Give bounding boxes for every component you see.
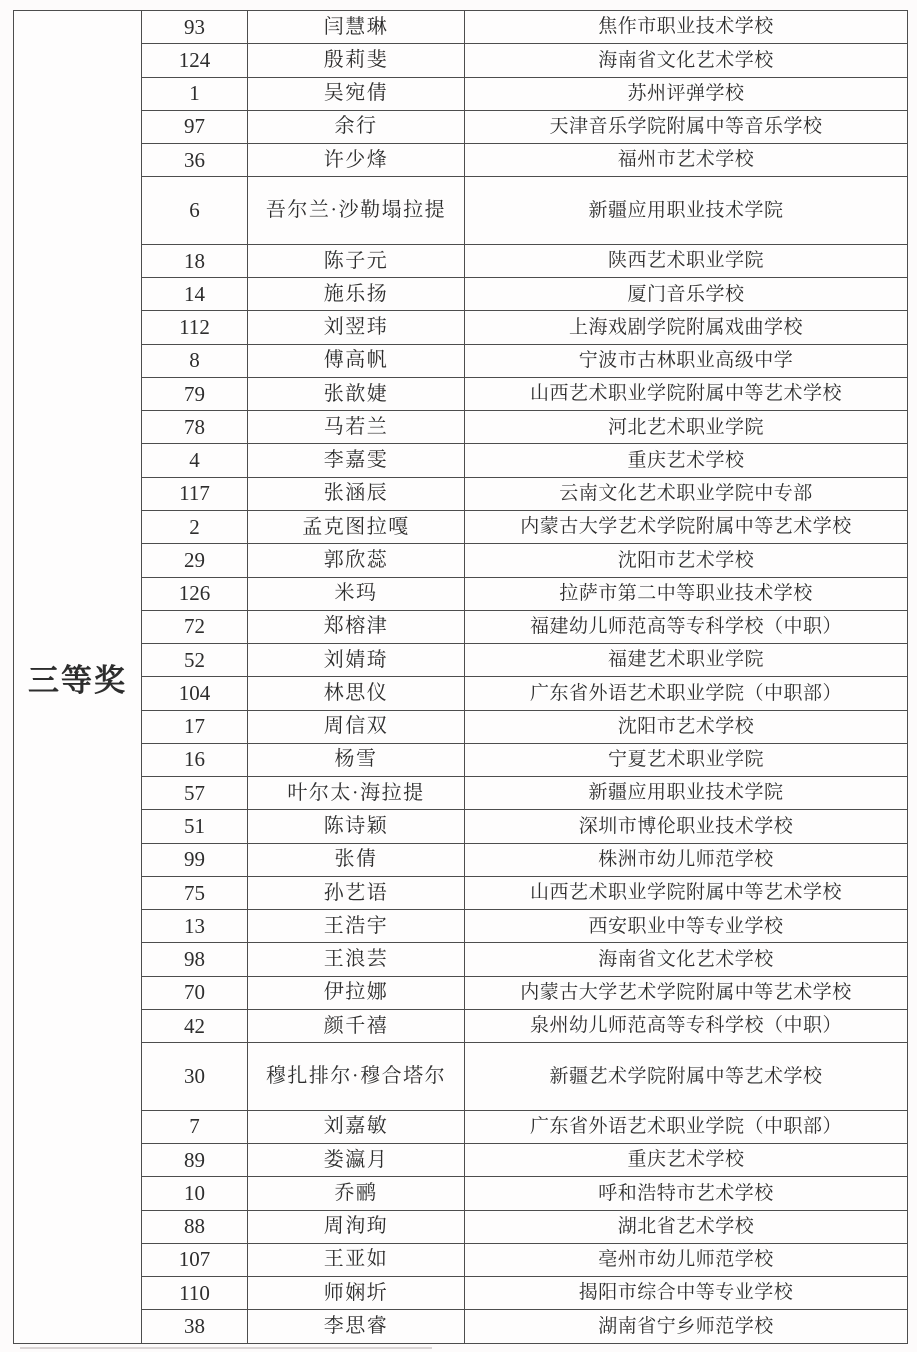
award-row: [14, 44, 908, 77]
contestant-name-cell: 施乐扬: [248, 278, 465, 311]
school-name-cell: 山西艺术职业学院附属中等艺术学校: [465, 876, 908, 909]
contestant-name-cell: 叶尔太·海拉提: [248, 777, 465, 810]
entry-number-cell: 98: [142, 943, 248, 976]
award-row: [14, 1009, 908, 1042]
entry-number-cell: 70: [142, 976, 248, 1009]
contestant-name-cell: 张歆婕: [248, 377, 465, 410]
contestant-name-cell: 师娴圻: [248, 1277, 465, 1310]
school-name-cell: 陕西艺术职业学院: [465, 244, 908, 277]
entry-number-cell: 29: [142, 544, 248, 577]
entry-number-cell: 75: [142, 876, 248, 909]
award-row: [14, 11, 908, 44]
award-row: [14, 1177, 908, 1210]
entry-number-cell: 107: [142, 1243, 248, 1276]
contestant-name-cell: 娄瀛月: [248, 1144, 465, 1177]
contestant-name-cell: 殷莉斐: [248, 44, 465, 77]
entry-number-cell: 18: [142, 244, 248, 277]
school-name-cell: 西安职业中等专业学校: [465, 910, 908, 943]
award-row: [14, 610, 908, 643]
contestant-name-cell: 陈诗颖: [248, 810, 465, 843]
contestant-name-cell: 周信双: [248, 710, 465, 743]
school-name-cell: 揭阳市综合中等专业学校: [465, 1277, 908, 1310]
contestant-name-cell: 孟克图拉嘎: [248, 511, 465, 544]
entry-number-cell: 97: [142, 110, 248, 143]
entry-number-cell: 6: [142, 177, 248, 245]
entry-number-cell: 7: [142, 1110, 248, 1143]
entry-number-cell: 52: [142, 644, 248, 677]
school-name-cell: 焦作市职业技术学校: [465, 11, 908, 44]
contestant-name-cell: 穆扎排尔·穆合塔尔: [248, 1043, 465, 1111]
school-name-cell: 福州市艺术学校: [465, 144, 908, 177]
award-row: [14, 843, 908, 876]
award-row: [14, 1144, 908, 1177]
award-row: [14, 910, 908, 943]
school-name-cell: 福建幼儿师范高等专科学校（中职）: [465, 610, 908, 643]
award-row: [14, 544, 908, 577]
entry-number-cell: 110: [142, 1277, 248, 1310]
third-prize-award-table: [13, 10, 908, 1344]
award-row: [14, 377, 908, 410]
award-row: [14, 511, 908, 544]
page-bottom-divider: [20, 1347, 432, 1349]
school-name-cell: 内蒙古大学艺术学院附属中等艺术学校: [465, 511, 908, 544]
school-name-cell: 沈阳市艺术学校: [465, 710, 908, 743]
contestant-name-cell: 孙艺语: [248, 876, 465, 909]
entry-number-cell: 42: [142, 1009, 248, 1042]
contestant-name-cell: 李思睿: [248, 1310, 465, 1344]
school-name-cell: 湖南省宁乡师范学校: [465, 1310, 908, 1344]
entry-number-cell: 13: [142, 910, 248, 943]
contestant-name-cell: 王浩宇: [248, 910, 465, 943]
contestant-name-cell: 刘婧琦: [248, 644, 465, 677]
award-row: [14, 644, 908, 677]
entry-number-cell: 36: [142, 144, 248, 177]
award-row: [14, 710, 908, 743]
award-row: [14, 177, 908, 245]
contestant-name-cell: 李嘉雯: [248, 444, 465, 477]
school-name-cell: 海南省文化艺术学校: [465, 44, 908, 77]
school-name-cell: 宁夏艺术职业学院: [465, 743, 908, 776]
contestant-name-cell: 郭欣蕊: [248, 544, 465, 577]
school-name-cell: 新疆艺术学院附属中等艺术学校: [465, 1043, 908, 1111]
award-row: [14, 777, 908, 810]
award-row: [14, 810, 908, 843]
award-row: [14, 311, 908, 344]
entry-number-cell: 2: [142, 511, 248, 544]
school-name-cell: 内蒙古大学艺术学院附属中等艺术学校: [465, 976, 908, 1009]
award-table-body: [14, 11, 908, 1344]
entry-number-cell: 79: [142, 377, 248, 410]
school-name-cell: 泉州幼儿师范高等专科学校（中职）: [465, 1009, 908, 1042]
contestant-name-cell: 伊拉娜: [248, 976, 465, 1009]
entry-number-cell: 88: [142, 1210, 248, 1243]
school-name-cell: 沈阳市艺术学校: [465, 544, 908, 577]
contestant-name-cell: 郑榕津: [248, 610, 465, 643]
award-row: [14, 1277, 908, 1310]
contestant-name-cell: 刘翌玮: [248, 311, 465, 344]
school-name-cell: 拉萨市第二中等职业技术学校: [465, 577, 908, 610]
school-name-cell: 上海戏剧学院附属戏曲学校: [465, 311, 908, 344]
prize-tier-label: 三等奖: [14, 11, 142, 1344]
entry-number-cell: 99: [142, 843, 248, 876]
contestant-name-cell: 刘嘉敏: [248, 1110, 465, 1143]
entry-number-cell: 93: [142, 11, 248, 44]
school-name-cell: 新疆应用职业技术学院: [465, 177, 908, 245]
award-row: [14, 943, 908, 976]
contestant-name-cell: 闫慧琳: [248, 11, 465, 44]
entry-number-cell: 89: [142, 1144, 248, 1177]
entry-number-cell: 72: [142, 610, 248, 643]
award-row: [14, 344, 908, 377]
entry-number-cell: 117: [142, 477, 248, 510]
school-name-cell: 山西艺术职业学院附属中等艺术学校: [465, 377, 908, 410]
contestant-name-cell: 吴宛倩: [248, 77, 465, 110]
entry-number-cell: 51: [142, 810, 248, 843]
award-row: [14, 1310, 908, 1344]
school-name-cell: 株洲市幼儿师范学校: [465, 843, 908, 876]
contestant-name-cell: 许少烽: [248, 144, 465, 177]
school-name-cell: 云南文化艺术职业学院中专部: [465, 477, 908, 510]
award-row: [14, 278, 908, 311]
entry-number-cell: 104: [142, 677, 248, 710]
entry-number-cell: 112: [142, 311, 248, 344]
contestant-name-cell: 林思仪: [248, 677, 465, 710]
contestant-name-cell: 王浪芸: [248, 943, 465, 976]
entry-number-cell: 78: [142, 411, 248, 444]
entry-number-cell: 126: [142, 577, 248, 610]
contestant-name-cell: 吾尔兰·沙勒塌拉提: [248, 177, 465, 245]
award-row: [14, 1043, 908, 1111]
contestant-name-cell: 陈子元: [248, 244, 465, 277]
entry-number-cell: 1: [142, 77, 248, 110]
award-row: [14, 577, 908, 610]
contestant-name-cell: 乔鹂: [248, 1177, 465, 1210]
entry-number-cell: 30: [142, 1043, 248, 1111]
school-name-cell: 重庆艺术学校: [465, 1144, 908, 1177]
school-name-cell: 新疆应用职业技术学院: [465, 777, 908, 810]
award-row: [14, 144, 908, 177]
entry-number-cell: 14: [142, 278, 248, 311]
contestant-name-cell: 王亚如: [248, 1243, 465, 1276]
contestant-name-cell: 傅高帆: [248, 344, 465, 377]
award-row: [14, 1243, 908, 1276]
entry-number-cell: 38: [142, 1310, 248, 1344]
school-name-cell: 深圳市博伦职业技术学校: [465, 810, 908, 843]
contestant-name-cell: 杨雪: [248, 743, 465, 776]
award-row: [14, 976, 908, 1009]
school-name-cell: 海南省文化艺术学校: [465, 943, 908, 976]
award-row: [14, 444, 908, 477]
award-row: [14, 477, 908, 510]
contestant-name-cell: 米玛: [248, 577, 465, 610]
contestant-name-cell: 颜千禧: [248, 1009, 465, 1042]
entry-number-cell: 17: [142, 710, 248, 743]
contestant-name-cell: 张倩: [248, 843, 465, 876]
school-name-cell: 湖北省艺术学校: [465, 1210, 908, 1243]
entry-number-cell: 4: [142, 444, 248, 477]
school-name-cell: 福建艺术职业学院: [465, 644, 908, 677]
award-row: [14, 77, 908, 110]
award-row: [14, 411, 908, 444]
school-name-cell: 天津音乐学院附属中等音乐学校: [465, 110, 908, 143]
school-name-cell: 亳州市幼儿师范学校: [465, 1243, 908, 1276]
school-name-cell: 宁波市古林职业高级中学: [465, 344, 908, 377]
contestant-name-cell: 周洵珣: [248, 1210, 465, 1243]
entry-number-cell: 57: [142, 777, 248, 810]
school-name-cell: 厦门音乐学校: [465, 278, 908, 311]
award-row: [14, 244, 908, 277]
award-row: [14, 1110, 908, 1143]
entry-number-cell: 124: [142, 44, 248, 77]
award-row: [14, 1210, 908, 1243]
school-name-cell: 广东省外语艺术职业学院（中职部）: [465, 1110, 908, 1143]
award-row: [14, 876, 908, 909]
contestant-name-cell: 马若兰: [248, 411, 465, 444]
contestant-name-cell: 张涵辰: [248, 477, 465, 510]
award-row: [14, 743, 908, 776]
entry-number-cell: 16: [142, 743, 248, 776]
contestant-name-cell: 余行: [248, 110, 465, 143]
award-row: [14, 677, 908, 710]
award-row: [14, 110, 908, 143]
school-name-cell: 重庆艺术学校: [465, 444, 908, 477]
school-name-cell: 苏州评弹学校: [465, 77, 908, 110]
entry-number-cell: 8: [142, 344, 248, 377]
school-name-cell: 河北艺术职业学院: [465, 411, 908, 444]
entry-number-cell: 10: [142, 1177, 248, 1210]
school-name-cell: 呼和浩特市艺术学校: [465, 1177, 908, 1210]
school-name-cell: 广东省外语艺术职业学院（中职部）: [465, 677, 908, 710]
